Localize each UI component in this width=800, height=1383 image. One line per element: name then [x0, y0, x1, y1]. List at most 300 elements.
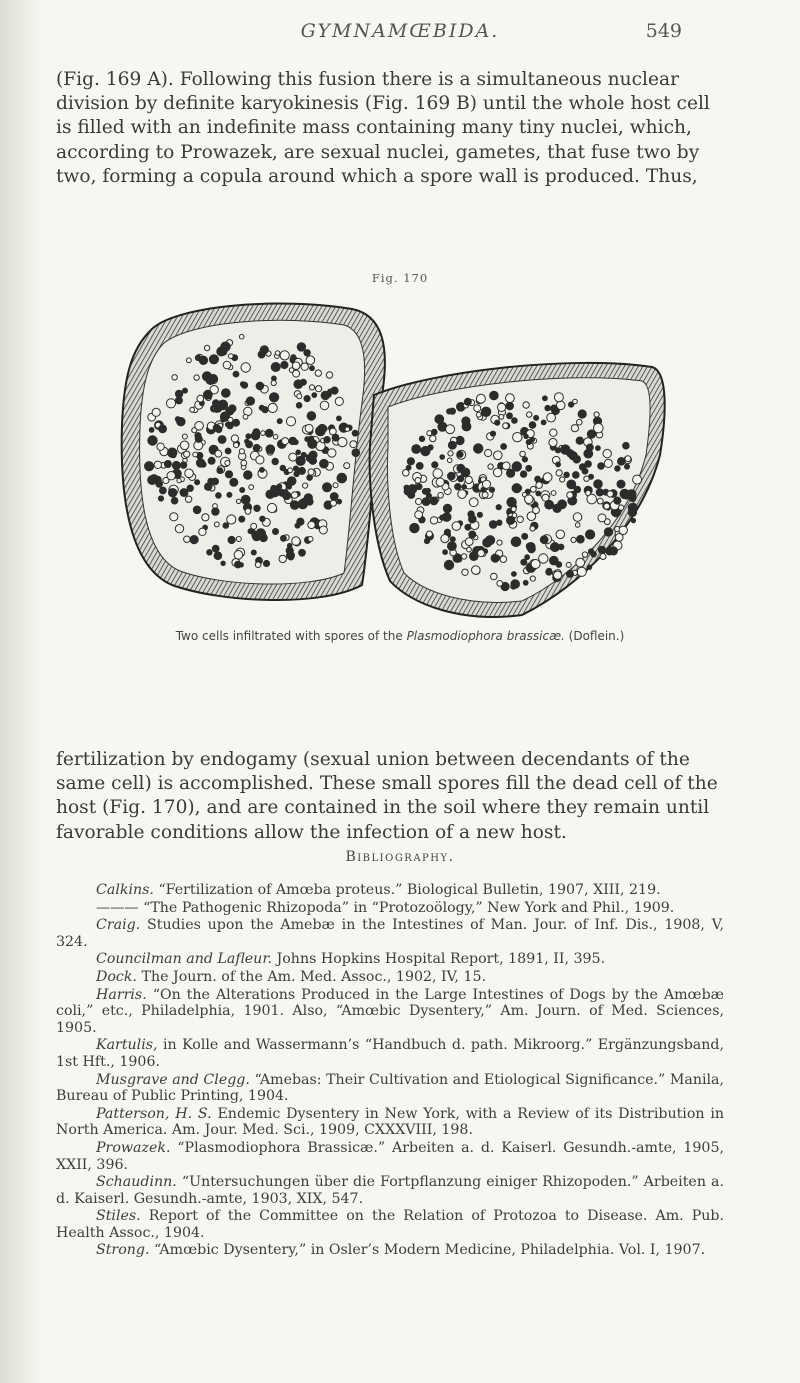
entry-author: Councilman and Lafleur.	[96, 951, 273, 968]
spore	[149, 428, 154, 433]
spore	[444, 560, 453, 569]
spore	[241, 382, 247, 388]
entry-author: Dock.	[96, 968, 137, 985]
spore	[430, 517, 437, 524]
spore	[598, 463, 605, 470]
spore	[227, 492, 232, 497]
spore	[282, 438, 289, 445]
spore	[482, 480, 490, 488]
spore	[618, 458, 626, 466]
spore	[448, 441, 456, 449]
spore	[150, 475, 158, 483]
spore	[447, 458, 452, 463]
spore	[560, 477, 565, 482]
spore	[415, 511, 423, 519]
spore	[426, 488, 431, 493]
spore	[561, 445, 570, 454]
spore	[159, 425, 167, 433]
spore	[294, 471, 299, 476]
spore	[270, 393, 279, 402]
figure-caption	[0, 629, 800, 643]
spore	[297, 343, 305, 351]
spore	[212, 508, 219, 515]
spore	[217, 347, 226, 356]
spore	[530, 526, 535, 531]
spore	[320, 401, 329, 410]
spore	[598, 514, 606, 522]
spore	[195, 435, 202, 442]
spore	[304, 396, 310, 402]
spore	[172, 375, 177, 380]
spore	[266, 445, 275, 454]
spore	[172, 461, 180, 469]
spore	[533, 507, 540, 514]
spore	[231, 435, 238, 442]
spore	[287, 543, 292, 548]
spore	[541, 420, 546, 425]
spore	[293, 466, 298, 471]
spore	[442, 513, 451, 522]
entry-author: Calkins.	[96, 882, 154, 898]
spore	[490, 391, 499, 400]
spore	[404, 488, 412, 496]
spore	[573, 472, 580, 479]
spore	[270, 488, 279, 497]
spore	[512, 513, 517, 518]
spore	[432, 462, 438, 468]
spore	[490, 431, 495, 436]
spore	[315, 370, 321, 376]
spore	[412, 445, 421, 454]
spore	[265, 429, 273, 437]
bibliography-entry	[56, 969, 724, 986]
spore	[256, 382, 264, 390]
spore	[506, 394, 515, 403]
spore	[309, 385, 314, 390]
page-header	[0, 20, 800, 54]
spore	[522, 533, 528, 539]
spore	[190, 536, 198, 544]
spore	[281, 535, 287, 541]
spore	[214, 522, 219, 527]
bibliography-entry	[56, 900, 724, 917]
spore	[240, 488, 245, 493]
spore	[288, 468, 293, 473]
spore	[438, 493, 444, 499]
entry-author: Kartulis,	[96, 1037, 158, 1054]
spore	[543, 396, 548, 401]
spore	[494, 555, 500, 561]
spore	[416, 463, 423, 470]
spore	[170, 513, 178, 521]
entry-author: Stiles.	[96, 1208, 141, 1225]
spore	[337, 416, 342, 421]
spore	[239, 334, 244, 339]
spore	[310, 456, 315, 461]
spore	[491, 573, 498, 580]
spore	[564, 472, 569, 477]
entry-author: Prowazek.	[96, 1139, 171, 1156]
spore	[187, 358, 192, 363]
spore	[177, 478, 181, 482]
spore	[461, 554, 466, 559]
spore	[228, 536, 235, 543]
spore	[216, 426, 222, 432]
spore	[530, 486, 536, 492]
entry-author: Strong.	[96, 1242, 150, 1259]
spore	[260, 516, 265, 521]
spore	[476, 394, 485, 403]
spore	[271, 363, 280, 372]
spore	[345, 427, 349, 431]
spore	[488, 464, 493, 469]
spore-cells-illustration	[112, 285, 672, 625]
spore	[233, 371, 239, 377]
spore	[586, 530, 595, 539]
spore	[614, 497, 621, 504]
entry-text: Endemic Dysentery in New York, with a Review of its Distribution in North America. Am. Jour. Med. Sci., 1909, CXXXVIII, 198.	[56, 1105, 724, 1139]
spore	[577, 419, 583, 425]
spore	[241, 495, 250, 504]
spore	[268, 403, 277, 412]
spore	[520, 471, 526, 477]
spore	[542, 494, 549, 501]
entry-text: “Fertilization of Amœba proteus.” Biological Bulletin, 1907, XIII, 219.	[153, 882, 661, 898]
bibliography-entry	[56, 1037, 724, 1070]
caption-suffix: (Doflein.)	[564, 629, 625, 643]
caption-prefix: Two cells infiltrated with spores of the	[175, 629, 407, 643]
spore	[591, 552, 596, 557]
spore	[489, 487, 494, 492]
spore	[421, 447, 430, 456]
spore	[607, 491, 613, 497]
spore	[493, 468, 502, 477]
spore	[292, 537, 300, 545]
spore	[403, 470, 410, 477]
spore	[291, 355, 296, 360]
spore	[523, 580, 528, 585]
spore	[577, 535, 585, 543]
spore	[474, 444, 483, 453]
spore	[308, 521, 315, 528]
spore	[550, 556, 559, 565]
spore	[218, 436, 226, 444]
spore	[419, 436, 424, 441]
spore	[523, 402, 529, 408]
spore	[469, 531, 476, 538]
spore	[441, 535, 449, 543]
spore	[239, 449, 244, 454]
spore	[260, 347, 266, 353]
bibliography-entry	[56, 917, 724, 950]
spore	[296, 456, 305, 465]
spore	[534, 415, 539, 420]
entry-author: ———	[96, 899, 144, 916]
spore	[168, 448, 177, 457]
spore	[567, 492, 573, 498]
spore	[410, 523, 419, 532]
spore	[195, 480, 200, 485]
spore	[184, 536, 190, 542]
spore	[549, 438, 557, 446]
spore	[573, 513, 582, 522]
spore	[467, 547, 472, 552]
spore	[245, 508, 251, 514]
spore	[221, 417, 226, 422]
spore	[324, 437, 330, 443]
spore	[575, 523, 580, 528]
spore	[619, 526, 627, 534]
spore	[430, 497, 438, 505]
spore	[244, 471, 252, 479]
spore	[228, 354, 233, 359]
spore	[221, 561, 225, 565]
spore	[212, 478, 219, 485]
entry-text: Johns Hopkins Hospital Report, 1891, II, 395.	[272, 951, 606, 968]
spore	[571, 425, 578, 432]
spore	[204, 390, 213, 399]
spore	[594, 412, 599, 417]
spore	[281, 361, 288, 368]
spore	[309, 436, 314, 441]
spore	[433, 469, 442, 478]
entry-text: “Plasmodiophora Brassicæ.” Arbeiten a. d. Kaiserl. Gesundh.-amte, 1905, XXII, 396.	[56, 1139, 724, 1173]
spore	[171, 497, 178, 504]
spore	[164, 461, 171, 468]
spore	[330, 500, 336, 506]
spore	[279, 555, 286, 562]
spore	[228, 417, 233, 422]
bibliography-entry	[56, 882, 724, 899]
spore	[567, 480, 576, 489]
bibliography-entry	[56, 987, 724, 1037]
spore	[462, 485, 467, 490]
spore	[457, 451, 463, 457]
spore	[157, 443, 164, 450]
spore	[512, 572, 517, 577]
entry-author: Harris.	[96, 986, 147, 1003]
spore	[207, 550, 212, 555]
spore	[633, 475, 642, 484]
spore	[452, 522, 461, 531]
bibliography-entry	[56, 1208, 724, 1241]
spore	[482, 492, 488, 498]
page-number: 549	[645, 20, 682, 42]
spore	[469, 498, 478, 507]
spore	[550, 543, 559, 552]
spore	[604, 503, 610, 509]
spore	[215, 450, 222, 457]
spore	[556, 530, 565, 539]
spore	[598, 546, 605, 553]
spore	[160, 487, 167, 494]
spore	[446, 425, 455, 434]
spore	[236, 499, 240, 503]
spore	[430, 435, 436, 441]
spore	[235, 561, 242, 568]
spore	[416, 498, 422, 504]
spore	[217, 468, 223, 474]
spore	[584, 449, 593, 458]
spore	[448, 542, 457, 551]
spore	[239, 516, 245, 522]
entry-author: Craig.	[96, 917, 141, 934]
spore	[158, 496, 163, 501]
spore	[267, 503, 276, 512]
spore	[474, 405, 481, 412]
spore	[344, 463, 350, 469]
spore	[331, 387, 338, 394]
spore	[253, 444, 260, 451]
spore	[450, 537, 455, 542]
bibliography-entry	[56, 951, 724, 968]
spore	[291, 492, 298, 499]
spore	[204, 345, 209, 350]
spore	[554, 393, 563, 402]
spore	[289, 437, 296, 444]
spore	[260, 468, 265, 473]
spore	[166, 399, 175, 408]
spore	[167, 472, 175, 480]
spore	[212, 545, 219, 552]
spore	[350, 441, 357, 448]
spore	[287, 552, 295, 560]
spore	[443, 550, 448, 555]
entry-text: Report of the Committee on the Relation of Protozoa to Disease. Am. Pub. Health Assoc., 1904.	[56, 1208, 724, 1241]
spore	[464, 398, 471, 405]
spore	[582, 552, 587, 557]
spore	[495, 420, 500, 425]
spore	[531, 560, 540, 569]
spore	[489, 521, 497, 529]
spore	[227, 515, 236, 524]
spore	[507, 413, 513, 419]
spore	[506, 402, 514, 410]
paragraph-2: fertilization by endogamy (sexual union between decendants of the same cell) is accomplished. These small spores fill the dead cell of the host (Fig. 170), and are contained in the soil where they remain until favorable conditions allow the infection of a new host.	[56, 749, 718, 843]
spore	[175, 525, 183, 533]
spore	[180, 441, 189, 450]
spore	[297, 394, 302, 399]
spore	[180, 462, 186, 468]
spore	[246, 397, 254, 405]
spore	[225, 471, 232, 478]
spore	[496, 505, 501, 510]
spore	[306, 356, 315, 365]
spore	[201, 462, 207, 468]
spore	[594, 480, 603, 489]
spore	[476, 412, 481, 417]
spore	[169, 489, 177, 497]
spore	[352, 449, 360, 457]
spore	[152, 408, 160, 416]
spore	[576, 437, 583, 444]
entry-text: The Journ. of the Am. Med. Assoc., 1902, IV, 15.	[136, 968, 486, 985]
entry-text: “The Pathogenic Rhizopoda” in “Protozoölogy,” New York and Phil., 1909.	[143, 899, 675, 916]
spore	[275, 351, 280, 356]
spore	[555, 448, 560, 453]
spore	[558, 500, 567, 509]
spore	[623, 442, 630, 449]
entry-text: “Untersuchungen über die Fortpflanzung einiger Rhizopoden.” Arbeiten a. d. Kaiserl. Gesundh.-amte, 1903, XIX, 547.	[56, 1174, 724, 1207]
spore	[223, 361, 231, 369]
spore	[175, 390, 182, 397]
spore	[294, 380, 303, 389]
spore	[326, 372, 332, 378]
spore	[512, 418, 518, 424]
spore	[573, 399, 578, 404]
spore	[521, 559, 527, 565]
spore	[426, 531, 432, 537]
spore	[597, 498, 603, 504]
spore	[529, 422, 536, 429]
spore	[182, 491, 188, 497]
spore	[287, 484, 292, 489]
spore	[426, 493, 431, 498]
spore	[448, 472, 456, 480]
spore	[332, 434, 339, 441]
spore	[185, 469, 194, 478]
spore	[296, 403, 302, 409]
spore	[469, 515, 477, 523]
spore	[241, 363, 250, 372]
spore	[273, 529, 279, 535]
spore	[148, 436, 157, 445]
spore	[494, 451, 503, 460]
spore	[513, 433, 522, 442]
spore	[543, 473, 552, 482]
spore	[246, 434, 251, 439]
bibliography-entry	[56, 1140, 724, 1173]
spore	[556, 462, 561, 467]
spore	[483, 538, 492, 547]
spore	[498, 403, 506, 411]
spore	[214, 552, 222, 560]
spore	[427, 431, 432, 436]
caption-species: Plasmodiophora brassicæ.	[406, 629, 565, 643]
spore	[205, 483, 212, 490]
spore	[308, 537, 313, 542]
spore	[261, 431, 266, 436]
spore	[606, 547, 613, 554]
entry-text: in Kolle and Wassermann’s “Handbuch d. path. Mikroorg.” Ergänzungsband, 1st Hft., 1906.	[56, 1037, 724, 1070]
spore	[184, 451, 190, 457]
spore	[432, 429, 438, 435]
spore	[177, 418, 185, 426]
spore	[535, 476, 541, 482]
spore	[525, 495, 534, 504]
spore	[292, 362, 300, 370]
spore	[625, 456, 631, 462]
spore	[571, 537, 576, 542]
spore	[440, 455, 445, 460]
spore	[234, 551, 243, 560]
spore	[187, 485, 193, 491]
spore	[222, 389, 231, 398]
spore	[517, 516, 523, 522]
bibliography-entry	[56, 1106, 724, 1139]
spore	[499, 414, 504, 419]
spore	[230, 478, 238, 486]
spore	[303, 483, 308, 488]
figure-label: Fig. 170	[371, 271, 429, 285]
spore	[547, 413, 556, 422]
spore	[448, 451, 453, 456]
spore	[503, 423, 509, 429]
bibliography-list	[56, 882, 724, 1259]
spore	[352, 430, 358, 436]
spore	[246, 441, 253, 448]
spore	[603, 449, 611, 457]
